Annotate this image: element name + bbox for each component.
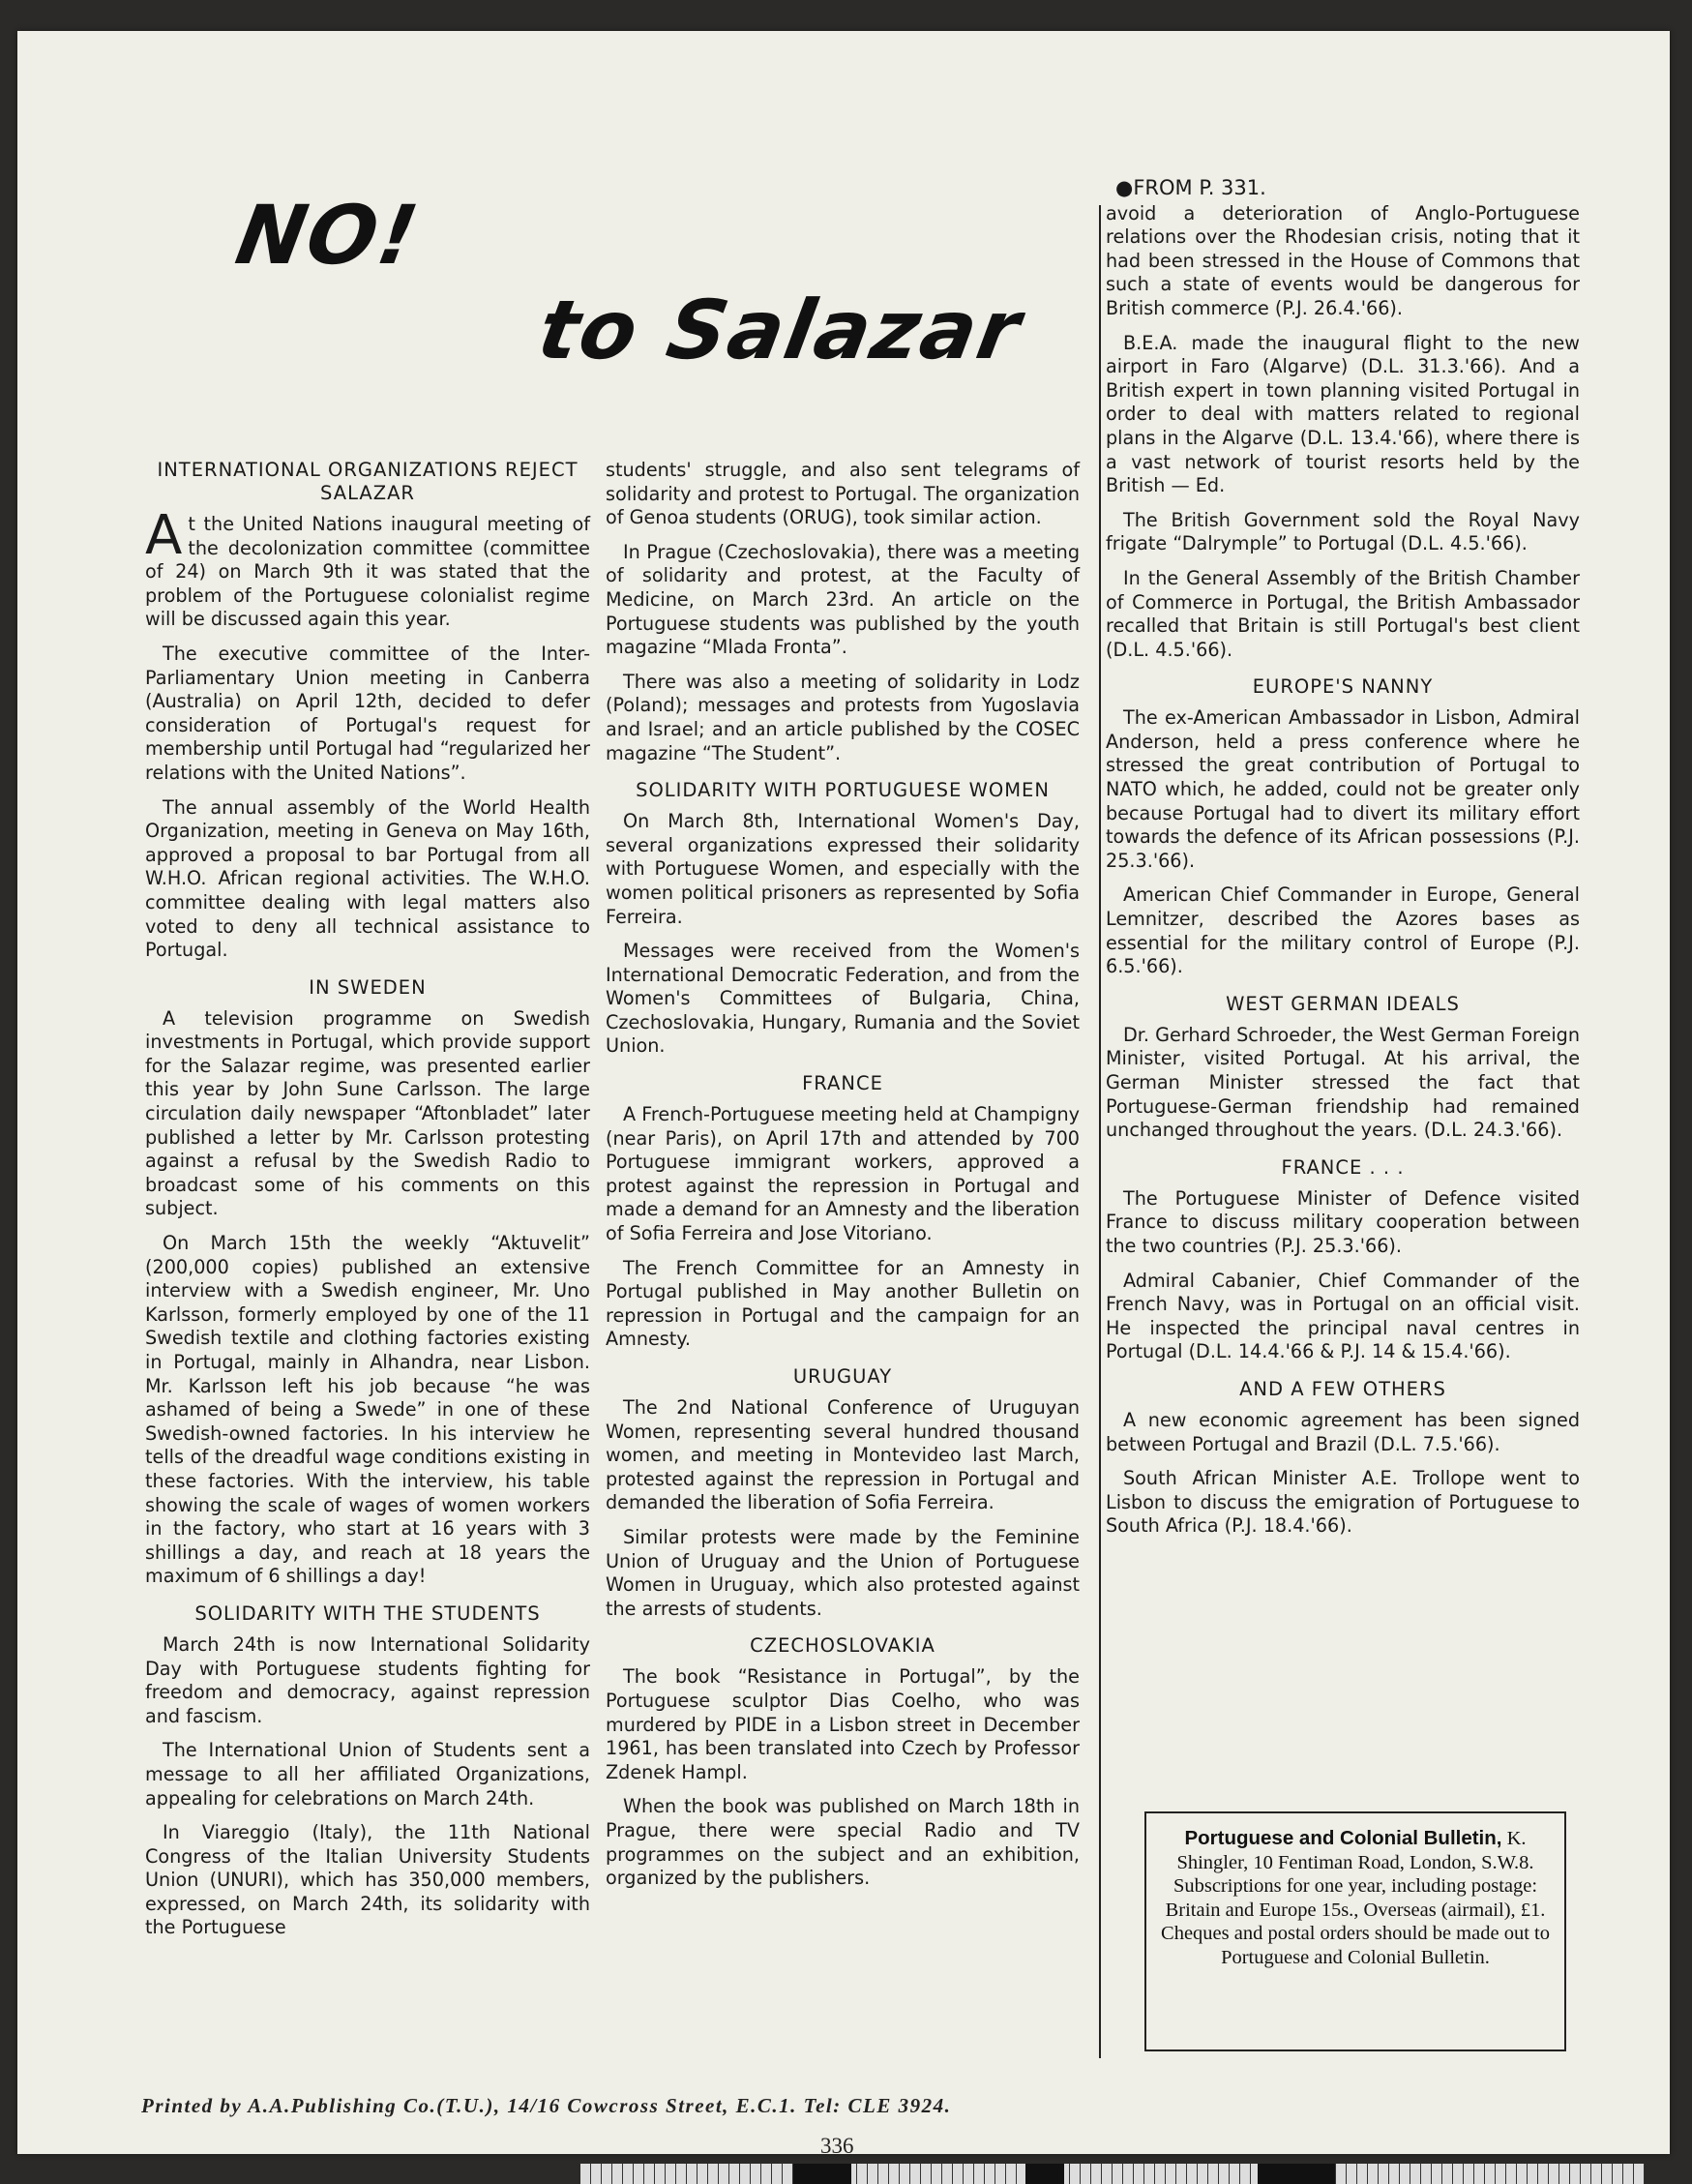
heading-solidarity-students: SOLIDARITY WITH THE STUDENTS: [194, 1601, 541, 1625]
paragraph: In the General Assembly of the British Chamber of Commerce in Portugal, the British Ambassador recalled that Britain is still Portugal's best client (D.L. 4.5.'66).: [1106, 566, 1580, 661]
paragraph: The International Union of Students sent a message to all her affiliated Organizations, appealing for celebrations on March 24th.: [145, 1739, 590, 1810]
paragraph: Dr. Gerhard Schroeder, the West German Foreign Minister, visited Portugal. At his arrival, the German Minister stressed the fact that Portuguese-German friendship had remained unchanged throughout the years. (D.L. 24.3.'66).: [1106, 1023, 1580, 1142]
paragraph: In Prague (Czechoslovakia), there was a meeting of solidarity and protest, at the Faculty of Medicine, on March 23rd. An article on the Portuguese students was published by the youth magazine “Mlada Fronta”.: [606, 540, 1080, 659]
column-3: [1106, 176, 1580, 1549]
heading-france: FRANCE: [802, 1072, 883, 1095]
paragraph: The annual assembly of the World Health Organization, meeting in Geneva on May 16th, approved a proposal to bar Portugal from all W.H.O. African regional activities. The W.H.O. committee dealing with legal matters also voted to deny all technical assistance to Portugal.: [145, 795, 590, 962]
paragraph: The French Committee for an Amnesty in Portugal published in May another Bulletin on repression in Portugal and the campaign for an Amnesty.: [606, 1256, 1080, 1351]
paragraph: The executive committee of the Inter-Parliamentary Union meeting in Canberra (Australia) on April 12th, decided to defer consideration of Portugal's request for membership until Portugal had “regularized her relations with the United Nations”.: [145, 642, 590, 784]
subscription-box: [1144, 1811, 1566, 2051]
paragraph: A French-Portuguese meeting held at Champigny (near Paris), on April 17th and attended by 700 Portuguese immigrant workers, approved a protest against the repression in Portugal and made a demand for an Amnesty and the liberation of Sofia Ferreira and Jose Vitoriano.: [606, 1103, 1080, 1245]
paragraph: avoid a deterioration of Anglo-Portuguese relations over the Rhodesian crisis, noting that it had been stressed in the House of Commons that such a state of events would be dangerous for British commerce (P.J. 26.4.'66).: [1106, 201, 1580, 319]
paragraph: The book “Resistance in Portugal”, by the Portuguese sculptor Dias Coelho, who was murdered by PIDE in a Lisbon street in December 1961, has been translated into Czech by Professor Zdenek Hampl.: [606, 1665, 1080, 1783]
paragraph: Similar protests were made by the Feminine Union of Uruguay and the Union of Portuguese Women in Uruguay, which also protested against the arrests of students.: [606, 1525, 1080, 1620]
heading-west-german-ideals: WEST GERMAN IDEALS: [1226, 992, 1460, 1015]
heading-france-continued: FRANCE . . .: [1281, 1155, 1405, 1179]
paragraph: The ex-American Ambassador in Lisbon, Admiral Anderson, held a press conference where he stressed the great contribution of Portugal to NATO which, he added, could not be greater only because Portugal had to divert its military effort towards the defence of its African possessions (P.J. 25.3.'66).: [1106, 706, 1580, 872]
paragraph: Admiral Cabanier, Chief Commander of the French Navy, was in Portugal on an official visit. He inspected the principal naval centres in Portugal (D.L. 14.4.'66 & P.J. 14 & 15.4.'66).: [1106, 1269, 1580, 1363]
headline-no: NO!: [229, 188, 427, 283]
column-divider: [1099, 205, 1101, 2058]
heading-uruguay: URUGUAY: [792, 1365, 893, 1388]
paragraph: A new economic agreement has been signed between Portugal and Brazil (D.L. 7.5.'66).: [1106, 1408, 1580, 1455]
paragraph: On March 15th the weekly “Aktuvelit” (200,000 copies) published an extensive interview with a Swedish engineer, Mr. Uno Karlsson, formerly employed by one of the 11 Swedish textile and clothing factories existing in Portugal, mainly in Alhandra, near Lisbon. Mr. Karlsson left his job because “he was ashamed of being a Swede” in one of these Swedish-owned factories. In his interview he tells of the dreadful wage conditions existing in these factories. With the interview, his table showing the scale of wages of women workers in the factory, who start at 16 years with 3 shillings a day, and reach at 18 years the maximum of 6 shillings a day!: [145, 1232, 590, 1588]
heading-in-sweden: IN SWEDEN: [309, 975, 427, 999]
column-2: [606, 459, 1080, 1901]
paragraph: American Chief Commander in Europe, General Lemnitzer, described the Azores bases as essential for the military control of Europe (P.J. 6.5.'66).: [1106, 883, 1580, 978]
heading-europes-nanny: EUROPE'S NANNY: [1252, 675, 1434, 699]
paragraph: On March 8th, International Women's Day, several organizations expressed their solidarity with Portuguese Women, and especially with the women political prisoners as represented by Sofia Ferreira.: [606, 810, 1080, 928]
headline-to-salazar: to Salazar: [531, 283, 1029, 377]
paragraph: Messages were received from the Women's International Democratic Federation, and from the Women's Committees of Bulgaria, China, Czechoslovakia, Hungary, Rumania and the Soviet Union.: [606, 940, 1080, 1058]
magazine-page: [17, 31, 1670, 2158]
printer-footer: Printed by A.A.Publishing Co.(T.U.), 14/16 Cowcross Street, E.C.1. Tel: CLE 3924.: [141, 2094, 952, 2117]
paragraph: B.E.A. made the inaugural flight to the new airport in Faro (Algarve) (D.L. 31.3.'66). And a British expert in town planning visited Portugal in order to deal with matters related to regional plans in the Algarve (D.L. 13.4.'66), where there is a vast network of tourist resorts held by the British — Ed.: [1106, 331, 1580, 497]
scan-ruler: [580, 2164, 1645, 2184]
paragraph: There was also a meeting of solidarity in Lodz (Poland); messages and protests from Yugoslavia and Israel; and an article published by the COSEC magazine “The Student”.: [606, 670, 1080, 764]
bulletin-title: Portuguese and Colonial Bulletin,: [1184, 1827, 1502, 1849]
heading-a-few-others: AND A FEW OTHERS: [1239, 1377, 1446, 1400]
subscription-text: K. Shingler, 10 Fentiman Road, London, S.W.8. Subscriptions for one year, including postage: Britain and Europe 15s., Overseas (airmail), £1. Cheques and postal orders should be made out to Portuguese and Colonial Bulletin.: [1161, 1828, 1550, 1968]
paragraph: When the book was published on March 18th in Prague, there were special Radio and TV programmes on the subject and an exhibition, organized by the publishers.: [606, 1795, 1080, 1890]
page-number: 336: [820, 2134, 854, 2158]
paragraph: South African Minister A.E. Trollope went to Lisbon to discuss the emigration of Portuguese to South Africa (P.J. 18.4.'66).: [1106, 1467, 1580, 1538]
column-1: [145, 459, 590, 1951]
heading-czechoslovakia: CZECHOSLOVAKIA: [750, 1634, 935, 1658]
continued-from-label: ●FROM P. 331.: [1115, 176, 1266, 199]
paragraph: A television programme on Swedish investments in Portugal, which provide support for the Salazar regime, was presented earlier this year by John Sune Carlsson. The large circulation daily newspaper “Aftonbladet” later published a letter by Mr. Carlsson protesting against a refusal by the Swedish Radio to broadcast some of his comments on this subject.: [145, 1006, 590, 1220]
paragraph: March 24th is now International Solidarity Day with Portuguese students fighting for freedom and democracy, against repression and fascism.: [145, 1632, 590, 1727]
paragraph: The Portuguese Minister of Defence visited France to discuss military cooperation between the two countries (P.J. 25.3.'66).: [1106, 1186, 1580, 1257]
paragraph: students' struggle, and also sent telegrams of solidarity and protest to Portugal. The organization of Genoa students (ORUG), took similar action.: [606, 459, 1080, 529]
heading-international-organizations: INTERNATIONAL ORGANIZATIONS REJECT SALAZAR: [157, 459, 579, 504]
paragraph: At the United Nations inaugural meeting of the decolonization committee (committee of 24) on March 9th it was stated that the problem of the Portuguese colonialist regime will be discussed again this year.: [145, 504, 590, 631]
heading-solidarity-women: SOLIDARITY WITH PORTUGUESE WOMEN: [636, 779, 1050, 802]
paragraph: The British Government sold the Royal Navy frigate “Dalrymple” to Portugal (D.L. 4.5.'66).: [1106, 508, 1580, 555]
paragraph: In Viareggio (Italy), the 11th National Congress of the Italian University Students Union (UNURI), which has 350,000 members, expressed, on March 24th, its solidarity with the Portuguese: [145, 1821, 590, 1939]
paragraph: The 2nd National Conference of Uruguyan Women, representing several hundred thousand women, and meeting in Montevideo last March, protested against the repression in Portugal and demanded the liberation of Sofia Ferreira.: [606, 1396, 1080, 1514]
